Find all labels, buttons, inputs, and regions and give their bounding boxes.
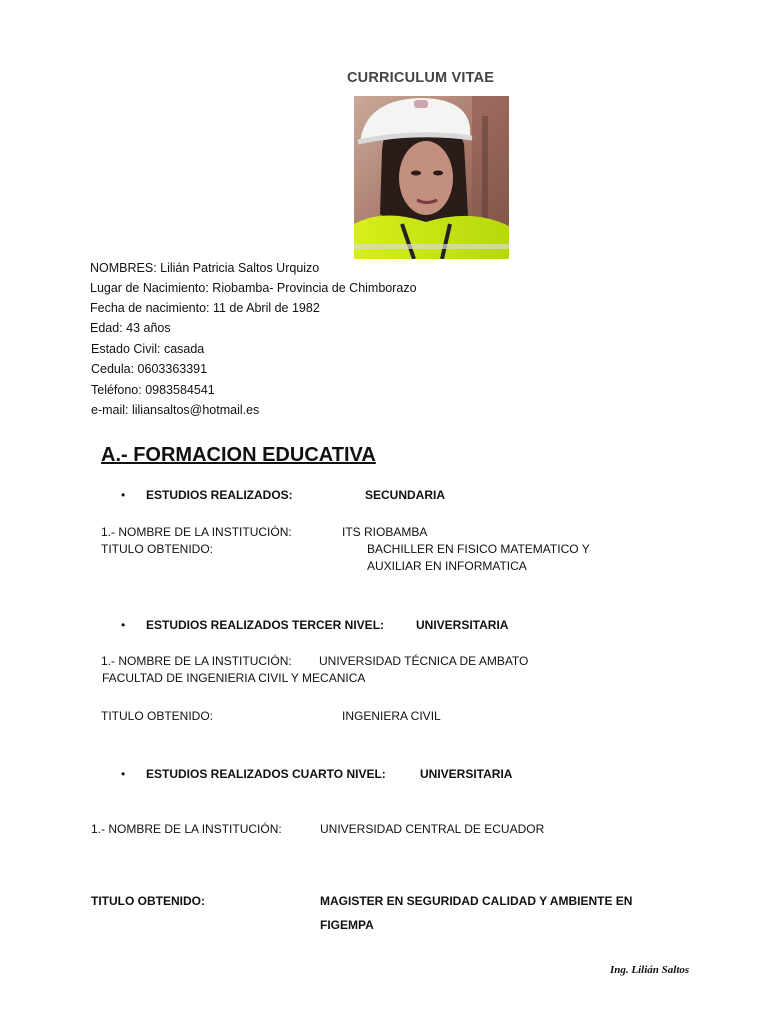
estudios-value-tercer-nivel: UNIVERSITARIA (416, 618, 509, 632)
estudios-label-cuarto-nivel: ESTUDIOS REALIZADOS CUARTO NIVEL: (146, 767, 386, 781)
estudios-label-tercer-nivel: ESTUDIOS REALIZADOS TERCER NIVEL: (146, 618, 385, 632)
profile-photo (354, 96, 509, 259)
document-title: CURRICULUM VITAE (347, 70, 495, 86)
institucion-label: 1.- NOMBRE DE LA INSTITUCIÓN: (101, 654, 292, 668)
personal-telefono: Teléfono: 0983584541 (91, 383, 215, 397)
titulo-label: TITULO OBTENIDO: (101, 709, 214, 723)
institucion-label: 1.- NOMBRE DE LA INSTITUCIÓN: (91, 822, 282, 836)
estudios-label-secundaria: ESTUDIOS REALIZADOS: (146, 488, 293, 502)
personal-edad: Edad: 43 años (90, 321, 171, 335)
bullet-icon: • (121, 618, 126, 632)
titulo-label: TITULO OBTENIDO: (101, 542, 214, 556)
titulo-value-line1: MAGISTER EN SEGURIDAD CALIDAD Y AMBIENTE EN (320, 894, 633, 908)
personal-fecha: Fecha de nacimiento: 11 de Abril de 1982 (90, 301, 320, 315)
faculty-name: FACULTAD DE INGENIERIA CIVIL Y MECANICA (102, 671, 366, 685)
titulo-value: INGENIERA CIVIL (342, 709, 441, 723)
bullet-icon: • (121, 488, 126, 502)
institucion-value: UNIVERSIDAD CENTRAL DE ECUADOR (320, 822, 545, 836)
institucion-label: 1.- NOMBRE DE LA INSTITUCIÓN: (101, 525, 292, 539)
bullet-icon: • (121, 767, 126, 781)
titulo-value-line1: BACHILLER EN FISICO MATEMATICO Y (367, 542, 590, 556)
estudios-value-cuarto-nivel: UNIVERSITARIA (420, 767, 513, 781)
personal-estado: Estado Civil: casada (91, 342, 205, 356)
footer-signature: Ing. Lilián Saltos (610, 964, 690, 976)
institucion-value: UNIVERSIDAD TÉCNICA DE AMBATO (319, 654, 529, 668)
titulo-label: TITULO OBTENIDO: (91, 894, 205, 908)
personal-cedula: Cedula: 0603363391 (91, 362, 208, 376)
personal-lugar: Lugar de Nacimiento: Riobamba- Provincia de Chimborazo (90, 281, 417, 295)
titulo-value-line2: FIGEMPA (320, 918, 374, 932)
titulo-value-line2: AUXILIAR EN INFORMATICA (367, 559, 527, 573)
section-heading-formacion: A.- FORMACION EDUCATIVA (101, 444, 376, 466)
estudios-value-secundaria: SECUNDARIA (365, 488, 446, 502)
institucion-value: ITS RIOBAMBA (342, 525, 428, 539)
profile-photo-image (354, 96, 509, 259)
personal-nombres: NOMBRES: Lilián Patricia Saltos Urquizo (90, 261, 320, 275)
personal-email: e-mail: liliansaltos@hotmail.es (91, 403, 260, 417)
